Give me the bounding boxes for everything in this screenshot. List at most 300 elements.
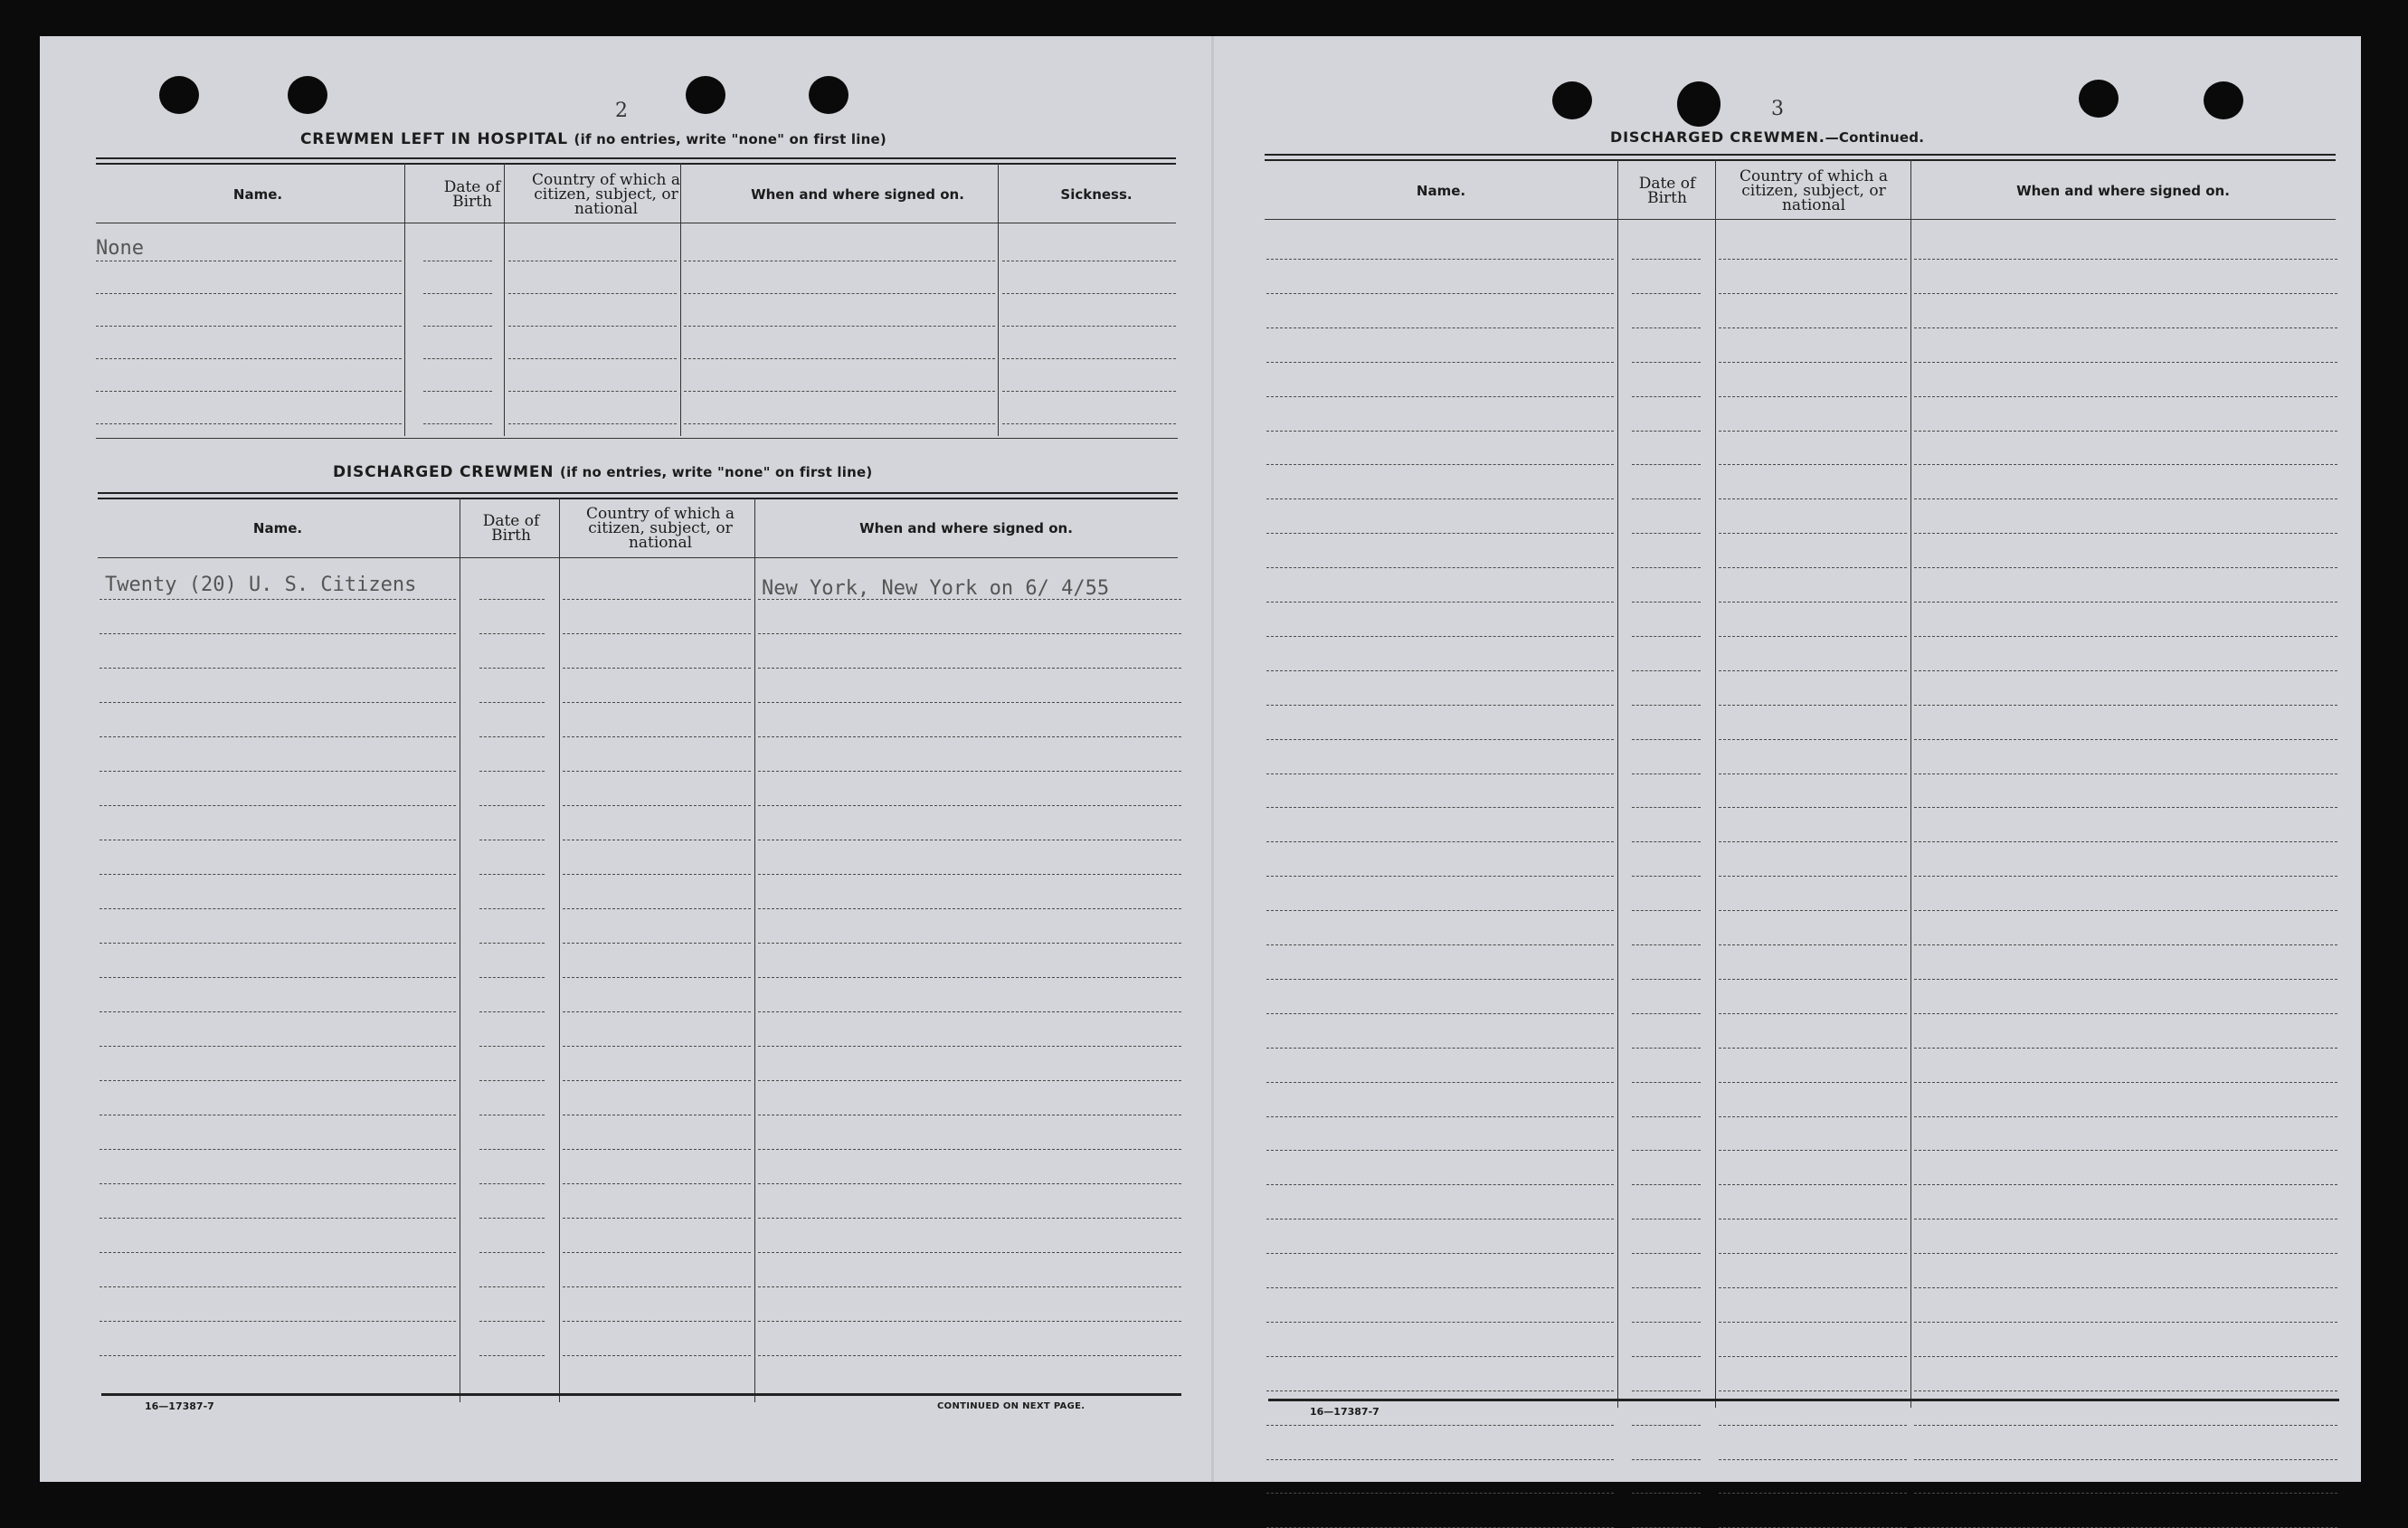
ruled-line <box>1266 944 1614 945</box>
ruled-line <box>1914 636 2337 637</box>
ruled-line <box>508 391 677 392</box>
ruled-line <box>96 423 402 424</box>
ruled-line <box>758 1252 1181 1253</box>
hospital-bottom-rule <box>96 438 1178 439</box>
ruled-line <box>100 1355 456 1356</box>
ruled-line <box>100 702 456 703</box>
hospital-top-rule <box>96 157 1176 159</box>
ruled-line <box>508 358 677 359</box>
ruled-line <box>479 908 545 909</box>
ruled-line <box>758 1218 1181 1219</box>
discharged-header-rule <box>98 557 1178 558</box>
ruled-line <box>1002 326 1176 327</box>
ruled-line <box>1914 259 2337 260</box>
punch-hole <box>2079 80 2119 118</box>
ruled-line <box>1914 1082 2337 1083</box>
continued-section-title <box>1610 128 1924 146</box>
ruled-line <box>1632 1287 1701 1288</box>
ruled-line <box>479 633 545 634</box>
ruled-line <box>1914 602 2337 603</box>
ruled-line <box>1719 327 1907 328</box>
ruled-line <box>1632 670 1701 671</box>
ruled-line <box>1266 1219 1614 1220</box>
ruled-line <box>1719 1082 1907 1083</box>
ruled-line <box>563 908 751 909</box>
hospital-col-name: Name. <box>232 185 283 203</box>
ruled-line <box>508 293 677 294</box>
page-fold <box>1211 36 1214 1482</box>
ruled-line <box>1719 1390 1907 1391</box>
ruled-line <box>1914 773 2337 774</box>
ruled-line <box>563 874 751 875</box>
ruled-line <box>563 1252 751 1253</box>
ruled-line <box>1914 567 2337 568</box>
ruled-line <box>479 1183 545 1184</box>
ruled-line <box>423 423 492 424</box>
ruled-line <box>479 1252 545 1253</box>
ruled-line <box>684 326 995 327</box>
ruled-line <box>1632 293 1701 294</box>
ruled-line <box>758 736 1181 737</box>
ruled-line <box>1632 1425 1701 1426</box>
ruled-line <box>758 1149 1181 1150</box>
ruled-line <box>563 1286 751 1287</box>
ruled-line <box>479 805 545 806</box>
hospital-col-sickness: Sickness. <box>1060 185 1133 203</box>
ruled-line <box>479 702 545 703</box>
continued-top-rule <box>1265 154 2336 156</box>
ruled-line <box>1632 979 1701 980</box>
ruled-line <box>1914 841 2337 842</box>
ruled-line <box>100 1011 456 1012</box>
ruled-line <box>1914 1425 2337 1426</box>
ruled-line <box>1719 1150 1907 1151</box>
ruled-line <box>1632 1253 1701 1254</box>
discharged-title: DISCHARGED CREWMEN <box>333 463 555 481</box>
ruled-line <box>100 1046 456 1047</box>
punch-hole <box>2204 81 2243 119</box>
ruled-line <box>758 977 1181 978</box>
ruled-line <box>1719 431 1907 432</box>
hospital-col-country: Country of which a citizen, subject, or national <box>532 171 680 218</box>
discharged-section-title <box>333 463 872 481</box>
ruled-line <box>1914 1287 2337 1288</box>
ruled-line <box>1632 327 1701 328</box>
ruled-line <box>563 736 751 737</box>
ruled-line <box>1914 1013 2337 1014</box>
continued-col-divider <box>1910 159 1911 1408</box>
continued-col-country: Country of which a citizen, subject, or national <box>1740 167 1888 214</box>
hospital-col-divider <box>680 163 681 436</box>
ruled-line <box>1632 1219 1701 1220</box>
ruled-line <box>1266 1184 1614 1185</box>
ruled-line <box>563 805 751 806</box>
discharged-col-dob: Date of Birth <box>482 512 540 545</box>
ruled-line <box>1002 391 1176 392</box>
ruled-line <box>479 668 545 669</box>
ruled-line <box>479 1218 545 1219</box>
ruled-line <box>1914 498 2337 499</box>
ruled-line <box>563 668 751 669</box>
ruled-line <box>1266 1116 1614 1117</box>
ruled-line <box>758 908 1181 909</box>
ruled-line <box>1719 1425 1907 1426</box>
ruled-line <box>1632 705 1701 706</box>
page-number-right: 3 <box>1771 98 1784 120</box>
ruled-line <box>1632 910 1701 911</box>
ruled-line <box>1914 807 2337 808</box>
ruled-line <box>1719 1048 1907 1049</box>
ruled-line <box>1632 533 1701 534</box>
ruled-line <box>1719 1253 1907 1254</box>
punch-hole <box>159 76 199 114</box>
ruled-line <box>1266 979 1614 980</box>
ruled-line <box>1632 1356 1701 1357</box>
ruled-line <box>758 1046 1181 1047</box>
ruled-line <box>1719 876 1907 877</box>
punch-hole <box>288 76 327 114</box>
ruled-line <box>1632 1116 1701 1117</box>
ruled-line <box>1266 910 1614 911</box>
ruled-line <box>1266 876 1614 877</box>
continued-col-divider <box>1617 159 1618 1408</box>
ruled-line <box>1719 944 1907 945</box>
ruled-line <box>1719 1493 1907 1494</box>
ruled-line <box>1914 1459 2337 1460</box>
ruled-line <box>1914 1116 2337 1117</box>
ruled-line <box>1719 910 1907 911</box>
ruled-line <box>563 1355 751 1356</box>
ruled-line <box>1719 1287 1907 1288</box>
ruled-line <box>758 668 1181 669</box>
ruled-line <box>1632 773 1701 774</box>
ruled-line <box>1632 1150 1701 1151</box>
ruled-line <box>684 358 995 359</box>
ruled-line <box>1914 1184 2337 1185</box>
ruled-line <box>758 1286 1181 1287</box>
ruled-line <box>1266 567 1614 568</box>
ruled-line <box>1719 533 1907 534</box>
ruled-line <box>479 977 545 978</box>
ruled-line <box>1266 1493 1614 1494</box>
continued-title: DISCHARGED CREWMEN. <box>1610 128 1825 146</box>
ruled-line <box>1719 1219 1907 1220</box>
ruled-line <box>758 874 1181 875</box>
ruled-line <box>1719 1322 1907 1323</box>
ruled-line <box>1632 431 1701 432</box>
ruled-line <box>1632 739 1701 740</box>
ruled-line <box>100 1286 456 1287</box>
hospital-entry-name: None <box>96 237 144 260</box>
ruled-line <box>1914 362 2337 363</box>
ruled-line <box>758 1183 1181 1184</box>
ruled-line <box>1002 423 1176 424</box>
ruled-line <box>1632 1048 1701 1049</box>
ruled-line <box>96 326 402 327</box>
ruled-line <box>758 771 1181 772</box>
ruled-line <box>563 599 751 600</box>
ruled-line <box>479 1149 545 1150</box>
manifest-sheet <box>40 36 2361 1482</box>
ruled-line <box>96 358 402 359</box>
ruled-line <box>1266 1425 1614 1426</box>
discharged-subtitle: (if no entries, write "none" on first line) <box>560 464 873 480</box>
ruled-line <box>758 1321 1181 1322</box>
ruled-line <box>1632 1390 1701 1391</box>
ruled-line <box>1266 1082 1614 1083</box>
ruled-line <box>1266 739 1614 740</box>
ruled-line <box>1632 1322 1701 1323</box>
hospital-col-divider <box>504 163 505 436</box>
ruled-line <box>1914 705 2337 706</box>
ruled-line <box>1632 1459 1701 1460</box>
continued-bottom-rule <box>1268 1399 2339 1401</box>
ruled-line <box>758 599 1181 600</box>
ruled-line <box>1914 431 2337 432</box>
ruled-line <box>479 1355 545 1356</box>
ruled-line <box>1266 1253 1614 1254</box>
ruled-line <box>479 874 545 875</box>
ruled-line <box>100 908 456 909</box>
ruled-line <box>1914 979 2337 980</box>
ruled-line <box>1632 944 1701 945</box>
ruled-line <box>100 668 456 669</box>
ruled-line <box>1266 1459 1614 1460</box>
ruled-line <box>563 1011 751 1012</box>
ruled-line <box>1914 739 2337 740</box>
ruled-line <box>1719 1459 1907 1460</box>
ruled-line <box>563 702 751 703</box>
page-number-left: 2 <box>615 100 628 122</box>
discharged-bottom-rule <box>101 1393 1181 1396</box>
continued-col-name: Name. <box>1416 182 1466 199</box>
ruled-line <box>1266 1013 1614 1014</box>
ruled-line <box>1266 807 1614 808</box>
ruled-line <box>508 326 677 327</box>
punch-hole <box>1552 81 1592 119</box>
ruled-line <box>479 1321 545 1322</box>
ruled-line <box>758 633 1181 634</box>
ruled-line <box>100 1183 456 1184</box>
ruled-line <box>1632 636 1701 637</box>
ruled-line <box>684 391 995 392</box>
ruled-line <box>1266 1048 1614 1049</box>
discharged-col-country: Country of which a citizen, subject, or national <box>586 505 735 552</box>
ruled-line <box>1914 1356 2337 1357</box>
ruled-line <box>479 1046 545 1047</box>
form-number-left: 16—17387-7 <box>145 1400 214 1412</box>
punch-hole <box>1677 81 1721 127</box>
continued-header-rule <box>1265 219 2336 220</box>
ruled-line <box>508 423 677 424</box>
ruled-line <box>1914 1390 2337 1391</box>
ruled-line <box>1266 464 1614 465</box>
ruled-line <box>1266 636 1614 637</box>
ruled-line <box>1719 705 1907 706</box>
ruled-line <box>1266 362 1614 363</box>
ruled-line <box>1632 602 1701 603</box>
ruled-line <box>563 1218 751 1219</box>
discharged-top-rule <box>98 492 1178 494</box>
hospital-title: CREWMEN LEFT IN HOSPITAL <box>300 130 568 148</box>
ruled-line <box>1719 636 1907 637</box>
ruled-line <box>100 805 456 806</box>
discharged-col-signed: When and where signed on. <box>859 519 1073 536</box>
ruled-line <box>423 358 492 359</box>
ruled-line <box>1914 1150 2337 1151</box>
ruled-line <box>1266 1150 1614 1151</box>
ruled-line <box>563 633 751 634</box>
ruled-line <box>96 293 402 294</box>
discharged-col-divider <box>754 498 755 1402</box>
ruled-line <box>1632 396 1701 397</box>
ruled-line <box>479 771 545 772</box>
discharged-entry-signed: New York, New York on 6/ 4/55 <box>762 577 1110 600</box>
continued-col-divider <box>1715 159 1716 1408</box>
hospital-subtitle: (if no entries, write "none" on first line) <box>574 131 886 147</box>
ruled-line <box>479 943 545 944</box>
ruled-line <box>758 1011 1181 1012</box>
ruled-line <box>1914 910 2337 911</box>
ruled-line <box>1914 327 2337 328</box>
ruled-line <box>100 1149 456 1150</box>
ruled-line <box>1914 670 2337 671</box>
ruled-line <box>758 1080 1181 1081</box>
ruled-line <box>563 1080 751 1081</box>
ruled-line <box>1266 841 1614 842</box>
ruled-line <box>1719 1013 1907 1014</box>
ruled-line <box>1002 293 1176 294</box>
punch-hole <box>686 76 725 114</box>
ruled-line <box>423 293 492 294</box>
ruled-line <box>1632 464 1701 465</box>
ruled-line <box>1719 259 1907 260</box>
ruled-line <box>1632 1013 1701 1014</box>
ruled-line <box>1914 944 2337 945</box>
ruled-line <box>1266 396 1614 397</box>
ruled-line <box>1632 1082 1701 1083</box>
hospital-section-title <box>300 130 886 148</box>
ruled-line <box>563 977 751 978</box>
ruled-line <box>479 1080 545 1081</box>
ruled-line <box>1914 464 2337 465</box>
continued-on-next-page: CONTINUED ON NEXT PAGE. <box>937 1401 1085 1411</box>
ruled-line <box>563 943 751 944</box>
ruled-line <box>758 805 1181 806</box>
ruled-line <box>563 1149 751 1150</box>
ruled-line <box>1719 670 1907 671</box>
ruled-line <box>1914 293 2337 294</box>
ruled-line <box>758 702 1181 703</box>
ruled-line <box>1719 807 1907 808</box>
ruled-line <box>479 599 545 600</box>
ruled-line <box>1632 876 1701 877</box>
ruled-line <box>1719 773 1907 774</box>
punch-hole <box>809 76 848 114</box>
ruled-line <box>1719 498 1907 499</box>
ruled-line <box>1719 841 1907 842</box>
ruled-line <box>100 1080 456 1081</box>
hospital-col-dob: Date of Birth <box>443 178 501 211</box>
ruled-line <box>100 1218 456 1219</box>
ruled-line <box>1719 362 1907 363</box>
ruled-line <box>1632 1493 1701 1494</box>
ruled-line <box>479 736 545 737</box>
ruled-line <box>1719 1184 1907 1185</box>
continued-col-signed: When and where signed on. <box>2016 182 2230 199</box>
ruled-line <box>1266 533 1614 534</box>
ruled-line <box>1266 293 1614 294</box>
ruled-line <box>423 326 492 327</box>
ruled-line <box>1914 1322 2337 1323</box>
ruled-line <box>1266 1356 1614 1357</box>
form-number-right: 16—17387-7 <box>1310 1406 1379 1418</box>
ruled-line <box>1719 396 1907 397</box>
ruled-line <box>563 1046 751 1047</box>
ruled-line <box>100 1321 456 1322</box>
ruled-line <box>100 771 456 772</box>
ruled-line <box>1266 670 1614 671</box>
ruled-line <box>1719 1116 1907 1117</box>
ruled-line <box>96 391 402 392</box>
ruled-line <box>758 1355 1181 1356</box>
ruled-line <box>100 1252 456 1253</box>
ruled-line <box>1914 1219 2337 1220</box>
ruled-line <box>1719 293 1907 294</box>
ruled-line <box>100 943 456 944</box>
ruled-line <box>684 423 995 424</box>
ruled-line <box>1719 567 1907 568</box>
ruled-line <box>1914 1048 2337 1049</box>
ruled-line <box>100 633 456 634</box>
ruled-line <box>1632 498 1701 499</box>
ruled-line <box>1266 602 1614 603</box>
ruled-line <box>100 599 456 600</box>
ruled-line <box>1266 1390 1614 1391</box>
ruled-line <box>1266 1322 1614 1323</box>
ruled-line <box>1914 533 2337 534</box>
ruled-line <box>1914 1493 2337 1494</box>
ruled-line <box>1632 259 1701 260</box>
ruled-line <box>1914 876 2337 877</box>
ruled-line <box>100 874 456 875</box>
ruled-line <box>1632 1184 1701 1185</box>
continued-col-dob: Date of Birth <box>1638 175 1696 207</box>
ruled-line <box>563 1183 751 1184</box>
ruled-line <box>1266 498 1614 499</box>
ruled-line <box>1632 362 1701 363</box>
ruled-line <box>684 293 995 294</box>
ruled-line <box>1266 259 1614 260</box>
discharged-col-name: Name. <box>252 519 303 536</box>
discharged-col-divider <box>559 498 560 1402</box>
hospital-col-divider <box>404 163 405 436</box>
ruled-line <box>423 391 492 392</box>
ruled-line <box>1266 431 1614 432</box>
ruled-line <box>563 771 751 772</box>
ruled-line <box>1719 464 1907 465</box>
ruled-line <box>1914 396 2337 397</box>
ruled-line <box>1266 705 1614 706</box>
hospital-col-signed: When and where signed on. <box>751 185 964 203</box>
ruled-line <box>1632 807 1701 808</box>
ruled-line <box>100 977 456 978</box>
ruled-line <box>1632 567 1701 568</box>
ruled-line <box>1002 358 1176 359</box>
hospital-col-divider <box>998 163 999 436</box>
ruled-line <box>1719 739 1907 740</box>
ruled-line <box>1266 327 1614 328</box>
